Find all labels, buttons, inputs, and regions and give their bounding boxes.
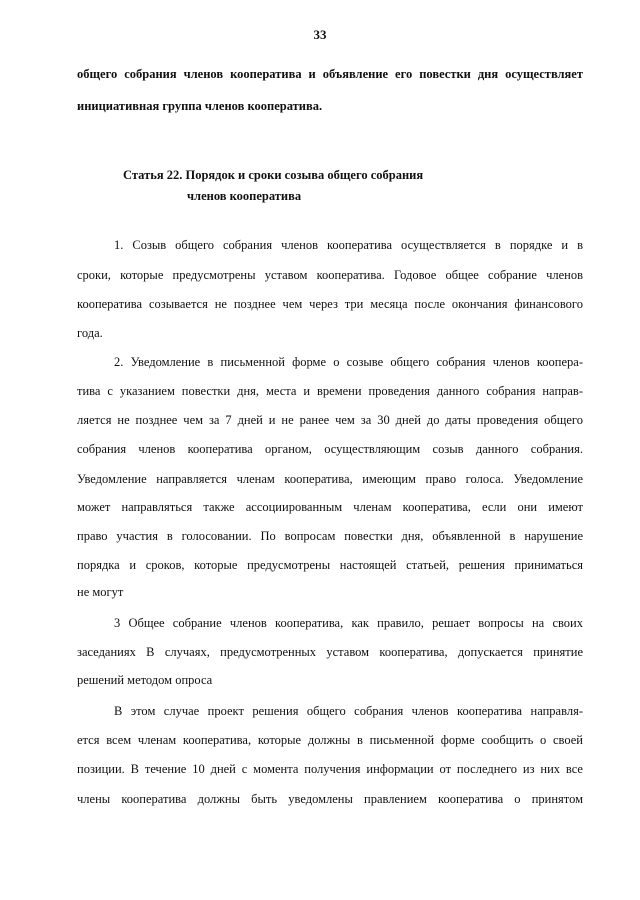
p3-line-2: заседаниях В случаях, предусмотренных уставом кооператива, допускается принятие bbox=[77, 645, 583, 659]
p2-line-9: не могут bbox=[77, 585, 124, 599]
p3-line-3: решений методом опроса bbox=[77, 673, 213, 687]
p2-line-5: Уведомление направляется членам кооператива, имеющим право голоса. Уведомление bbox=[77, 472, 583, 486]
p2-line-6: может направляться также ассоциированным членам кооператива, если они имеют bbox=[77, 500, 583, 514]
p4-line-1: В этом случае проект решения общего собрания членов кооператива направля- bbox=[114, 704, 583, 718]
p2-line-3: ляется не позднее чем за 7 дней и не ранее чем за 30 дней до даты проведения общего bbox=[77, 413, 583, 427]
article-title-line-2: членов кооператива bbox=[187, 189, 302, 203]
intro-line-2: инициативная группа членов кооператива. bbox=[77, 99, 323, 113]
page-number: 33 bbox=[313, 27, 327, 42]
p2-line-4: собрания членов кооператива органом, осуществляющим созыв данного собрания. bbox=[77, 442, 583, 456]
p2-line-7: право участия в голосовании. По вопросам повестки дня, объявленной в нарушение bbox=[77, 529, 583, 543]
p2-line-2: тива с указанием повестки дня, места и времени проведения данного собрания направ- bbox=[77, 384, 583, 398]
p3-line-1: 3 Общее собрание членов кооператива, как правило, решает вопросы на своих bbox=[114, 616, 583, 630]
article-title-line-1: Статья 22. Порядок и сроки созыва общего собрания bbox=[123, 168, 424, 182]
intro-line-1: общего собрания членов кооператива и объявление его повестки дня осуществляет bbox=[77, 67, 583, 81]
p2-line-8: порядка и сроков, которые предусмотрены настоящей статьей, решения приниматься bbox=[77, 558, 583, 572]
p1-line-4: года. bbox=[77, 326, 103, 340]
p4-line-2: ется всем членам кооператива, которые должны в письменной форме сообщить о своей bbox=[77, 733, 583, 747]
p1-line-3: кооператива созывается не позднее чем через три месяца после окончания финансового bbox=[77, 297, 583, 311]
p1-line-1: 1. Созыв общего собрания членов кооператива осуществляется в порядке и в bbox=[114, 238, 583, 252]
p1-line-2: сроки, которые предусмотрены уставом кооператива. Годовое общее собрание членов bbox=[77, 268, 583, 282]
p2-line-1: 2. Уведомление в письменной форме о созыве общего собрания членов коопера- bbox=[114, 355, 583, 369]
p4-line-4: члены кооператива должны быть уведомлены правлением кооператива о принятом bbox=[77, 792, 583, 806]
p4-line-3: позиции. В течение 10 дней с момента получения информации от последнего из них все bbox=[77, 762, 583, 776]
